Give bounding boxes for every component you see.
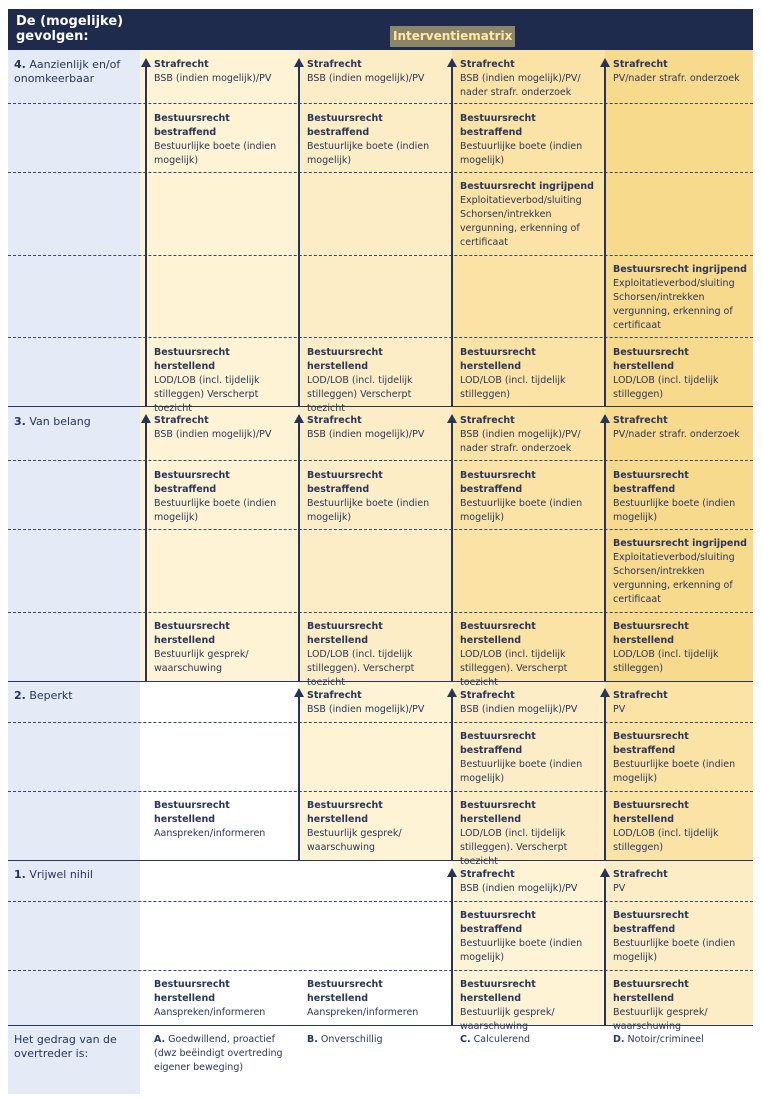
behaviour-a: A. Goedwillend, proactief (dwz beëindigt overtreding eigener beweging) (154, 1034, 283, 1073)
matrix-cell: Strafrecht BSB (indien mogelijk)/PV (307, 690, 425, 715)
row-divider (8, 791, 753, 792)
matrix-cell: Strafrecht BSB (indien mogelijk)/PV/ nader strafr. onderzoek (460, 415, 581, 454)
matrix-cell: Bestuursrecht bestraffend Bestuurlijke boete (indien mogelijk) (613, 470, 736, 523)
row-divider (8, 722, 753, 723)
matrix-cell: Bestuursrecht herstellend LOD/LOB (incl. tijdelijk stilleggen) (613, 347, 719, 400)
matrix-cell: Bestuursrecht herstellend LOD/LOB (incl. tijdelijk stilleggen) Verscherpt toezicht (307, 347, 413, 414)
row-divider (8, 255, 753, 256)
matrix-cell: Bestuursrecht bestraffend Bestuurlijke boete (indien mogelijk) (460, 470, 583, 523)
matrix-cell: Bestuursrecht herstellend Bestuurlijk gesprek/ waarschuwing (613, 979, 708, 1032)
escalation-arrow-icon (447, 868, 457, 1025)
matrix-cell: Strafrecht BSB (indien mogelijk)/PV (154, 59, 272, 84)
row-divider (8, 460, 753, 461)
row-divider (8, 970, 753, 971)
row-divider (8, 103, 753, 104)
matrix-cell: Strafrecht PV (613, 690, 668, 715)
matrix-cell: Bestuursrecht bestraffend Bestuurlijke boete (indien mogelijk) (307, 113, 430, 166)
matrix-cell: Strafrecht PV (613, 869, 668, 894)
matrix-cell: Strafrecht BSB (indien mogelijk)/PV (460, 869, 578, 894)
matrix-cell: Bestuursrecht bestraffend Bestuurlijke boete (indien mogelijk) (613, 910, 736, 963)
escalation-arrow-icon (141, 414, 151, 681)
escalation-arrow-icon (600, 58, 610, 406)
level-1-label: 1. Vrijwel nihil (14, 868, 93, 881)
matrix-cell: Bestuursrecht herstellend LOD/LOB (incl. tijdelijk stilleggen) (613, 621, 719, 674)
row-divider (8, 172, 753, 173)
escalation-arrow-icon (141, 58, 151, 406)
matrix-cell: Strafrecht BSB (indien mogelijk)/PV (307, 59, 425, 84)
row-divider (8, 529, 753, 530)
matrix-cell: Bestuursrecht herstellend Aanspreken/informeren (154, 979, 266, 1018)
matrix-cell: Bestuursrecht herstellend Bestuurlijk gesprek/ waarschuwing (154, 621, 249, 674)
header-gevolgen-label: De (mogelijke) gevolgen: (16, 14, 124, 44)
matrix-cell: Bestuursrecht herstellend Bestuurlijk gesprek/ waarschuwing (307, 800, 402, 853)
behaviour-d: D. Notoir/crimineel (613, 1034, 704, 1045)
escalation-arrow-icon (294, 414, 304, 681)
matrix-cell: Bestuursrecht herstellend LOD/LOB (incl. tijdelijk stilleggen) (613, 800, 719, 853)
matrix-cell: Bestuursrecht herstellend LOD/LOB (incl. tijdelijk stilleggen) Verscherpt toezicht (154, 347, 260, 414)
matrix-cell: Bestuursrecht bestraffend Bestuurlijke boete (indien mogelijk) (154, 113, 277, 166)
matrix-cell: Bestuursrecht bestraffend Bestuurlijke boete (indien mogelijk) (460, 910, 583, 963)
escalation-arrow-icon (447, 414, 457, 681)
behaviour-b: B. Onverschillig (307, 1034, 383, 1045)
matrix-cell: Bestuursrecht herstellend LOD/LOB (incl. tijdelijk stilleggen). Verscherpt toezicht (460, 621, 568, 688)
matrix-cell: Strafrecht PV/nader strafr. onderzoek (613, 415, 740, 440)
matrix-cell: Strafrecht BSB (indien mogelijk)/PV (460, 690, 578, 715)
row-divider (8, 612, 753, 613)
matrix-cell: Bestuursrecht herstellend Bestuurlijk gesprek/ waarschuwing (460, 979, 555, 1032)
escalation-arrow-icon (294, 688, 304, 860)
matrix-cell: Strafrecht BSB (indien mogelijk)/PV (307, 415, 425, 440)
escalation-arrow-icon (600, 688, 610, 860)
behaviour-row-label: Het gedrag van de overtreder is: (14, 1033, 117, 1060)
escalation-arrow-icon (600, 414, 610, 681)
header-bar (8, 9, 753, 50)
level-3-label: 3. Van belang (14, 415, 91, 428)
behaviour-c: C. Calculerend (460, 1034, 531, 1045)
escalation-arrow-icon (600, 868, 610, 1025)
matrix-cell: Bestuursrecht ingrijpend Exploitatieverbod/sluiting Schorsen/intrekken vergunning, erkenning of certificaat (613, 538, 747, 605)
level-divider (8, 860, 753, 861)
matrix-cell: Bestuursrecht ingrijpend Exploitatieverbod/sluiting Schorsen/intrekken vergunning, erkenning of certificaat (460, 181, 594, 248)
matrix-cell: Bestuursrecht herstellend LOD/LOB (incl. tijdelijk stilleggen). Verscherpt toezicht (307, 621, 415, 688)
matrix-title: Interventiematrix (390, 26, 515, 47)
matrix-cell: Bestuursrecht bestraffend Bestuurlijke boete (indien mogelijk) (154, 470, 277, 523)
matrix-cell: Bestuursrecht bestraffend Bestuurlijke boete (indien mogelijk) (613, 731, 736, 784)
level-2-label: 2. Beperkt (14, 689, 73, 702)
escalation-arrow-icon (447, 688, 457, 860)
matrix-cell: Strafrecht BSB (indien mogelijk)/PV/ nader strafr. onderzoek (460, 59, 581, 98)
matrix-cell: Bestuursrecht herstellend LOD/LOB (incl. tijdelijk stilleggen). Verscherpt toezicht (460, 800, 568, 867)
matrix-cell: Bestuursrecht herstellend Aanspreken/informeren (154, 800, 266, 839)
level-4-label: 4. Aanzienlijk en/of onomkeerbaar (14, 58, 121, 85)
matrix-cell: Bestuursrecht bestraffend Bestuurlijke boete (indien mogelijk) (307, 470, 430, 523)
row-divider (8, 901, 753, 902)
left-column-background (8, 50, 140, 1094)
row-divider (8, 337, 753, 338)
matrix-cell: Bestuursrecht herstellend Aanspreken/informeren (307, 979, 419, 1018)
matrix-cell: Bestuursrecht herstellend LOD/LOB (incl. tijdelijk stilleggen) (460, 347, 566, 400)
matrix-cell: Bestuursrecht bestraffend Bestuurlijke boete (indien mogelijk) (460, 731, 583, 784)
escalation-arrow-icon (294, 58, 304, 406)
matrix-cell: Bestuursrecht ingrijpend Exploitatieverbod/sluiting Schorsen/intrekken vergunning, erkenning of certificaat (613, 264, 747, 331)
matrix-cell: Bestuursrecht bestraffend Bestuurlijke boete (indien mogelijk) (460, 113, 583, 166)
escalation-arrow-icon (447, 58, 457, 406)
matrix-cell: Strafrecht PV/nader strafr. onderzoek (613, 59, 740, 84)
matrix-cell: Strafrecht BSB (indien mogelijk)/PV (154, 415, 272, 440)
